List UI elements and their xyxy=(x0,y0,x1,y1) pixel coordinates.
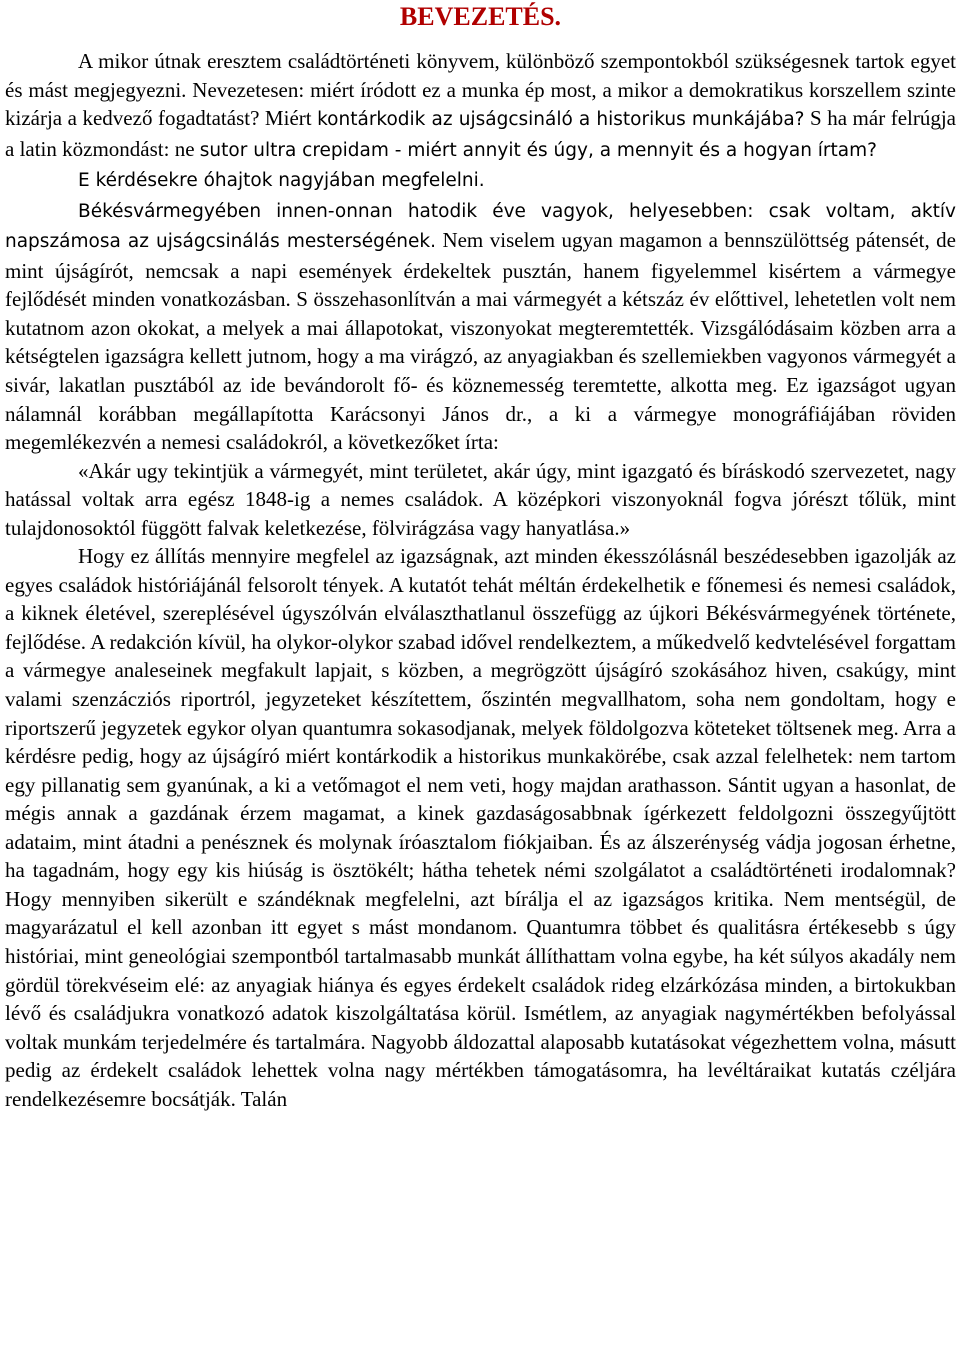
text-run: Nem viselem ugyan magamon a bennszülöttség pátensét, de mint újságírót, nemcsak a napi események érdekeltek pusztán, hanem figyelemmel kisértem a vármegye fejlődését minden vonatkozásban. S összehasonlítván a mai vármegyét a kétszáz év előttivel, lehetetlen volt nem kutatnom azon okokat, a melyek a mai állapotokat, viszonyokat megteremtették. Vizsgálódásaim közben arra a kétségtelen igazságra kellett jutnom, hogy a ma virágzó, az anyagiakban és szellemiekben vagyonos vármegyét a sivár, lakatlan pusztából az ide bevándorolt fő- és köznemesség teremtette, alkotta meg. Ez igazságot ugyan nálamnál korábban megállapította Karácsonyi János dr., a ki a vármegye monográfiájában röviden megemlékezvén a nemesi családokról, a következőket írta: xyxy=(5,228,956,455)
paragraph xyxy=(5,196,956,457)
text-run: «Akár ugy tekintjük a vármegyét, mint területet, akár úgy, mint igazgató és bíráskodó szervezetet, nagy hatással voltak arra egész 1848-ig a nemes családok. A középkori viszonyoknál fogva jórészt tőlük, mint tulajdonosoktól függött falvak keletkezése, fölvirágzása vagy hanyatlása.» xyxy=(5,458,956,540)
text-run: E kérdésekre óhajtok nagyjában megfelelni. xyxy=(78,170,485,192)
paragraph xyxy=(5,165,956,196)
text-run: sutor ultra crepidam - miért annyit és úgy, a mennyit és a hogyan írtam? xyxy=(199,139,877,161)
document-body xyxy=(5,47,956,1113)
paragraph xyxy=(5,47,956,165)
text-run: A mikor útnak eresztem családtörténeti könyvem, különböző szempontokból szükségesnek tartok egyet és mást megjegyezni. Nevezetesen: miért íródott ez a munka ép most, a mikor a demokratikus korszellem szinte kizárja a kedvező fogadtatást? Miért xyxy=(5,49,956,131)
document-title: BEVEZETÉS. xyxy=(399,2,562,31)
paragraph xyxy=(5,457,956,543)
text-run: Békésvármegyében innen-onnan hatodik éve vagyok, helyesebben: csak voltam, aktív napszámosa az ujságcsinálás mesterségének. xyxy=(5,200,956,253)
text-run: Hogy ez állítás mennyire megfelel az igazságnak, azt minden ékesszólásnál beszédesebben igazolják az egyes családok históriájánál felsorolt tények. A kutatót tehát méltán érdekelhetik e főnemesi és nemesi családok, a kiknek életével, szereplésével úgyszólván elválaszthatlanul összefügg az újkori Békésvármegyének története, fejlődése. A redakción kívül, ha olykor-olykor szabad idővel rendelkeztem, a műkedvelő kedvtelésével forgattam a vármegye analeseinek megfakult lapjait, s közben, a megrögzött újságíró szokásához hiven, csakúgy, mint valami szenzácziós riportról, jegyzeteket készítettem, őszintén megvallhatom, soha nem gondoltam, hogy e riportszerű jegyzetek egykor olyan quantumra sokasodjanak, melyek földolgozva köteteket töltsenek meg. Arra a kérdésre pedig, hogy az újságíró miért kontárkodik a historikus munkakörébe, csak azzal felelhetek: nem tartom egy pillanatig sem gyanúnak, a ki a vetőmagot el nem veti, hogy majdan arathasson. Sántit ugyan a hasonlat, de mégis annak a gazdának érzem magamat, a kinek gazdaságosabbnak ígérkezett feldolgozni összegyűjtött adataim, mint átadni a penésznek és molynak íróasztalom fiókjaiban. És az álszerénység vádja jogosan érhetne, ha tagadnám, hogy egy kis hiúság is ösztökélt; hátha tehetek némi szolgálatot a családtörténeti irodalomnak? Hogy mennyiben sikerült e szándéknak megfelelni, azt bírálja el az igazságos kritika. Nem mentségül, de magyarázatul el kell azonban itt egyet s mást mondanom. Quantumra többet és qualitásra értékesebb s úgy históriai, mint geneológiai szempontból tartalmasabb munkát állíthattam volna egybe, ha két súlyos akadály nem gördül törekvéseim elé: az anyagiak hiánya és egyes érdekelt családok rideg elzárkózása minden, a birtokukban lévő és családjukra vonatkozó adatok kiszolgáltatása körül. Ismétlem, az anyagiak nagymértékben befolyással voltak munkám terjedelmére és tartalmára. Nagyobb áldozattal alaposabb kutatásokat végezhettem volna, másutt pedig az érdekelt családok lehettek volna nagy mértékben támogatásomra, ha levéltáraikat kutatás czéljára rendelkezésemre bocsátják. Talán xyxy=(5,544,956,1111)
text-run: kontárkodik az ujságcsináló a historikus munkájába? xyxy=(317,109,805,131)
text-run: S ha már felrúgja a latin közmondást: ne xyxy=(5,106,957,161)
paragraph xyxy=(5,542,956,1113)
